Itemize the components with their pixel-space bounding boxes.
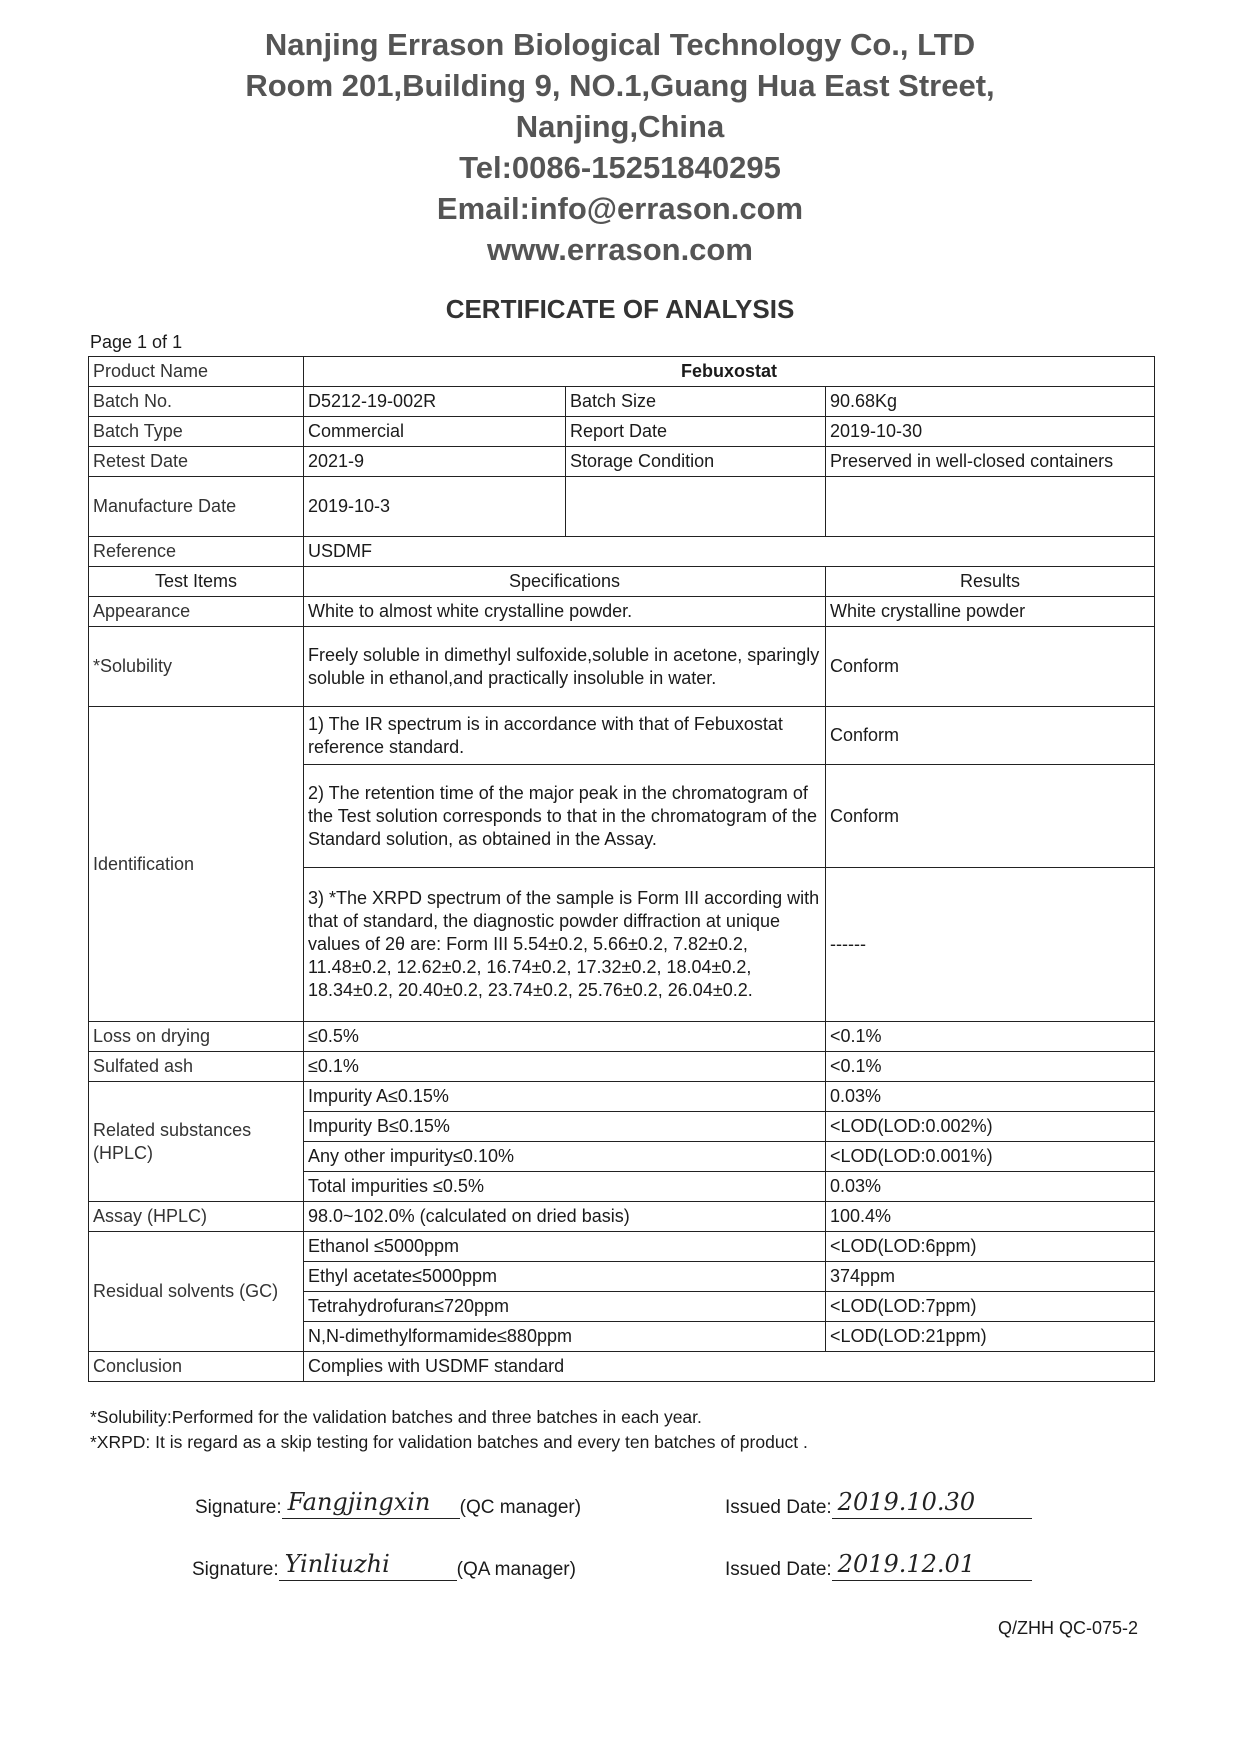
- company-name: Nanjing Errason Biological Technology Co., LTD: [264, 27, 976, 62]
- ethanol-spec: Ethanol ≤5000ppm: [304, 1232, 826, 1262]
- thf-spec: Tetrahydrofuran≤720ppm: [304, 1292, 826, 1322]
- batch-size-label: Batch Size: [566, 387, 826, 417]
- dmf-result: <LOD(LOD:21ppm): [826, 1322, 1155, 1352]
- ethanol-result: <LOD(LOD:6ppm): [826, 1232, 1155, 1262]
- solubility-item: *Solubility: [89, 627, 304, 707]
- storage-label: Storage Condition: [566, 447, 826, 477]
- batch-size-value: 90.68Kg: [826, 387, 1155, 417]
- qc-issued-date-block: [725, 1488, 1032, 1519]
- qc-signature-label: Signature:: [195, 1497, 282, 1518]
- loss-on-drying-result: <0.1%: [826, 1022, 1155, 1052]
- manufacture-date-value: 2019-10-3: [304, 477, 566, 537]
- product-name-label: Product Name: [89, 357, 304, 387]
- sulfated-ash-spec: ≤0.1%: [304, 1052, 826, 1082]
- qa-issued-date-value: 2019.12.01: [837, 1550, 976, 1578]
- assay-spec: 98.0~102.0% (calculated on dried basis): [304, 1202, 826, 1232]
- identification-result-xrpd: ------: [826, 868, 1155, 1022]
- qc-issued-date-value: 2019.10.30: [837, 1488, 976, 1516]
- col-header-specifications: Specifications: [304, 567, 826, 597]
- company-tel: Tel:0086-15251840295: [459, 150, 781, 185]
- appearance-spec: White to almost white crystalline powder.: [304, 597, 826, 627]
- loss-on-drying-spec: ≤0.5%: [304, 1022, 826, 1052]
- empty-cell: [826, 477, 1155, 537]
- xrpd-note: *XRPD: It is regard as a skip testing for validation batches and every ten batches of product .: [90, 1432, 808, 1452]
- footnotes: [90, 1405, 808, 1455]
- col-header-test-items: Test Items: [89, 567, 304, 597]
- report-date-value: 2019-10-30: [826, 417, 1155, 447]
- identification-item: Identification: [89, 707, 304, 1022]
- document-title: CERTIFICATE OF ANALYSIS: [445, 294, 795, 324]
- solubility-result: Conform: [826, 627, 1155, 707]
- batch-no-value: D5212-19-002R: [304, 387, 566, 417]
- appearance-item: Appearance: [89, 597, 304, 627]
- impurity-a-spec: Impurity A≤0.15%: [304, 1082, 826, 1112]
- identification-result-hplc: Conform: [826, 765, 1155, 868]
- company-address-line1: Room 201,Building 9, NO.1,Guang Hua East Street,: [245, 68, 995, 103]
- qa-issued-date-label: Issued Date:: [725, 1559, 832, 1580]
- qc-signature-line: [282, 1488, 460, 1519]
- other-impurity-result: <LOD(LOD:0.001%): [826, 1142, 1155, 1172]
- qc-date-line: [832, 1488, 1032, 1519]
- identification-result-ir: Conform: [826, 707, 1155, 765]
- company-header: [0, 24, 1240, 270]
- retest-date-value: 2021-9: [304, 447, 566, 477]
- solubility-note: *Solubility:Performed for the validation batches and three batches in each year.: [90, 1407, 702, 1427]
- total-impurities-result: 0.03%: [826, 1172, 1155, 1202]
- coa-table: [88, 356, 1155, 1382]
- loss-on-drying-item: Loss on drying: [89, 1022, 304, 1052]
- reference-label: Reference: [89, 537, 304, 567]
- conclusion-item: Conclusion: [89, 1352, 304, 1382]
- page-number: Page 1 of 1: [90, 332, 183, 352]
- identification-spec-xrpd: 3) *The XRPD spectrum of the sample is Form III according with that of standard, the diagnostic powder diffraction at unique values of 2θ are: Form III 5.54±0.2, 5.66±0.2, 7.82±0.2, 11.48±0.2, 12.62±0.2, 16.74±0.2, 17.32±0.2, 18.04±0.2, 18.34±0.2, 20.40±0.2, 23.74±0.2, 25.76±0.2, 26.04±0.2.: [304, 868, 826, 1022]
- company-email: Email:info@errason.com: [436, 191, 804, 226]
- qa-role: (QA manager): [456, 1559, 576, 1580]
- other-impurity-spec: Any other impurity≤0.10%: [304, 1142, 826, 1172]
- batch-no-label: Batch No.: [89, 387, 304, 417]
- document-code: Q/ZHH QC-075-2: [998, 1618, 1139, 1638]
- identification-spec-hplc: 2) The retention time of the major peak in the chromatogram of the Test solution corresponds to that in the chromatogram of the Standard solution, as obtained in the Assay.: [304, 765, 826, 868]
- sulfated-ash-result: <0.1%: [826, 1052, 1155, 1082]
- related-substances-item: Related substances (HPLC): [89, 1082, 304, 1202]
- qc-issued-date-label: Issued Date:: [725, 1497, 832, 1518]
- storage-value: Preserved in well-closed containers: [826, 447, 1155, 477]
- ethyl-acetate-result: 374ppm: [826, 1262, 1155, 1292]
- conclusion-value: Complies with USDMF standard: [304, 1352, 1155, 1382]
- identification-spec-ir: 1) The IR spectrum is in accordance with that of Febuxostat reference standard.: [304, 707, 826, 765]
- batch-type-value: Commercial: [304, 417, 566, 447]
- thf-result: <LOD(LOD:7ppm): [826, 1292, 1155, 1322]
- impurity-a-result: 0.03%: [826, 1082, 1155, 1112]
- sulfated-ash-item: Sulfated ash: [89, 1052, 304, 1082]
- total-impurities-spec: Total impurities ≤0.5%: [304, 1172, 826, 1202]
- product-name-value: Febuxostat: [304, 357, 1155, 387]
- dmf-spec: N,N-dimethylformamide≤880ppm: [304, 1322, 826, 1352]
- company-address-line2: Nanjing,China: [515, 109, 725, 144]
- batch-type-label: Batch Type: [89, 417, 304, 447]
- qc-signature-block: [195, 1488, 581, 1519]
- impurity-b-result: <LOD(LOD:0.002%): [826, 1112, 1155, 1142]
- ethyl-acetate-spec: Ethyl acetate≤5000ppm: [304, 1262, 826, 1292]
- empty-cell: [566, 477, 826, 537]
- qc-signature-handwriting: Fangjingxin: [287, 1488, 431, 1516]
- residual-solvents-item: Residual solvents (GC): [89, 1232, 304, 1352]
- assay-item: Assay (HPLC): [89, 1202, 304, 1232]
- solubility-spec: Freely soluble in dimethyl sulfoxide,soluble in acetone, sparingly soluble in ethanol,and practically insoluble in water.: [304, 627, 826, 707]
- qa-signature-handwriting: Yinliuzhi: [284, 1550, 390, 1578]
- qa-date-line: [832, 1550, 1032, 1581]
- qa-signature-label: Signature:: [192, 1559, 279, 1580]
- assay-result: 100.4%: [826, 1202, 1155, 1232]
- company-website: www.errason.com: [487, 232, 753, 267]
- qc-role: (QC manager): [459, 1497, 582, 1518]
- qa-issued-date-block: [725, 1550, 1032, 1581]
- manufacture-date-label: Manufacture Date: [89, 477, 304, 537]
- reference-value: USDMF: [304, 537, 1155, 567]
- appearance-result: White crystalline powder: [826, 597, 1155, 627]
- qa-signature-line: [279, 1550, 457, 1581]
- report-date-label: Report Date: [566, 417, 826, 447]
- qa-signature-block: [192, 1550, 576, 1581]
- col-header-results: Results: [826, 567, 1155, 597]
- impurity-b-spec: Impurity B≤0.15%: [304, 1112, 826, 1142]
- retest-date-label: Retest Date: [89, 447, 304, 477]
